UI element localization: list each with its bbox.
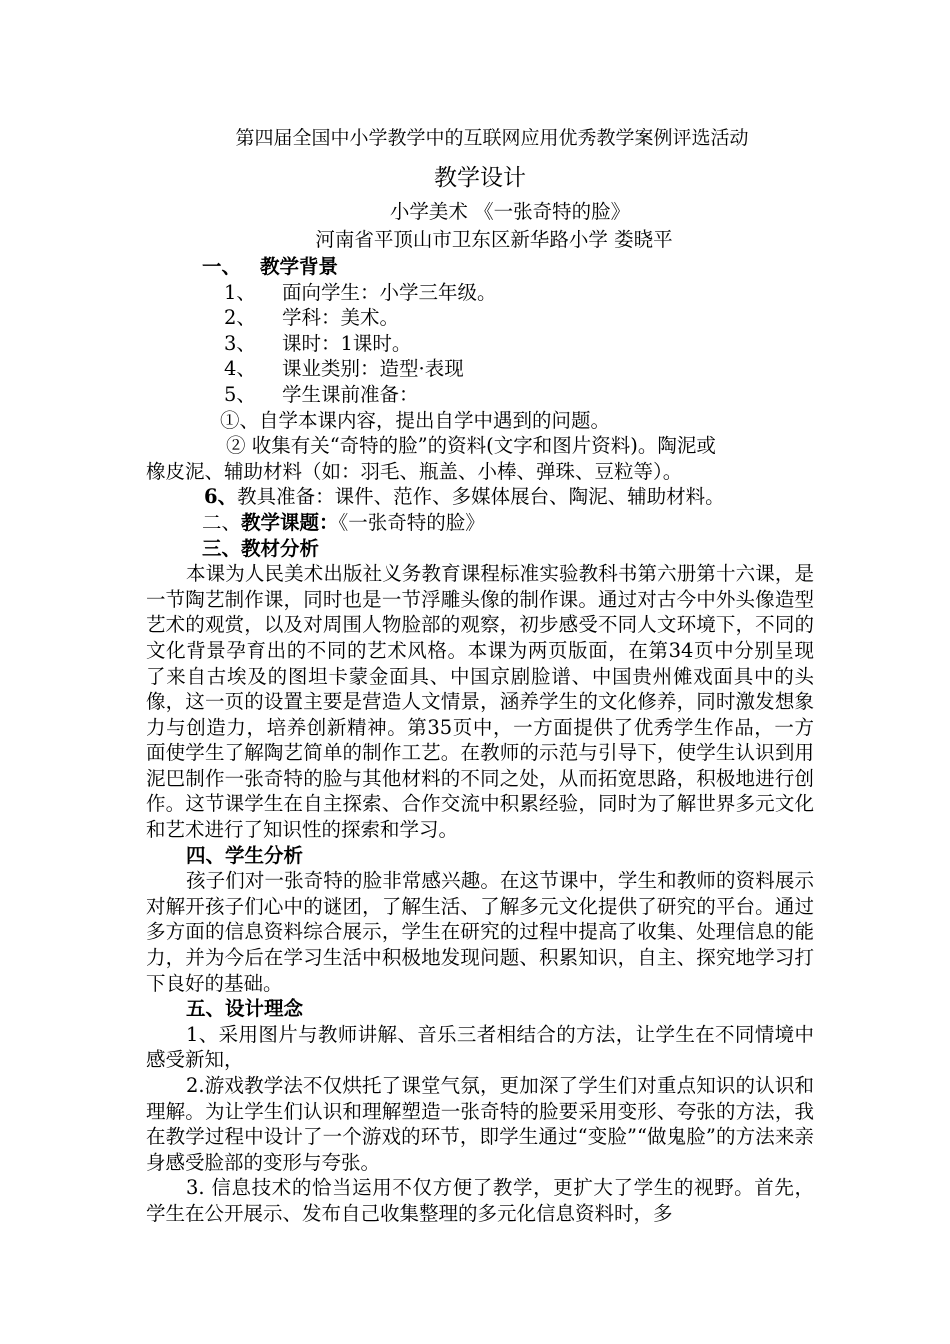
list-item-number: 3、 [224,331,256,355]
list-item-text: 学生课前准备： [282,382,419,406]
event-title: 第四届全国中小学教学中的互联网应用优秀教学案例评选活动 [235,127,749,149]
section-heading-background [146,254,814,280]
document-title: 教学设计 [434,165,526,191]
course-title: 小学美术 《一张奇特的脸》 [389,200,631,223]
prep-item-2-line-2: 橡皮泥、辅助材料（如：羽毛、瓶盖、小棒、弹珠、豆粒等）。 [146,459,683,483]
list-item-number: 1、 [224,280,256,304]
list-item-text: 课时：1课时。 [282,331,412,355]
section-heading-design: 五、设计理念 [186,997,304,1021]
prep-item-1: ①、自学本课内容，提出自学中遇到的问题。 [220,408,611,432]
list-item-number: 6、 [204,485,238,509]
section-title: 教学背景 [260,255,339,278]
list-item-number: 2、 [224,306,256,330]
prep-item-2-line-1: ② 收集有关“奇特的脸”的资料(文字和图片资料)。陶泥或 [226,434,716,458]
section-number: 二、 [202,510,242,534]
section-value: 《一张奇特的脸》 [338,510,485,534]
list-item-text: 学科：美术。 [282,306,400,330]
school-author: 河南省平顶山市卫东区新华路小学 娄晓平 [315,228,673,251]
list-item [146,331,814,357]
list-item-number: 4、 [224,357,256,381]
list-item-text: 面向学生：小学三年级。 [282,280,497,304]
section-heading-students: 四、学生分析 [186,843,304,867]
section-label: 教学课题： [241,510,339,534]
section-number: 一、 [202,255,242,278]
list-item-number: 5、 [224,382,256,406]
list-item [146,280,814,306]
paragraph-material-analysis: 本课为人民美术出版社义务教育课程标准实验教科书第六册第十六课，是一节陶艺制作课，同时也是一节浮雕头像的制作课。通过对古今中外头像造型艺术的观赏，以及对周围人物脸部的观察，初步感受不同人文环境下，不同的文化背景孕育出的不同的艺术风格。本课为两页版面，在第34页中分别呈现了来自古埃及的图坦卡蒙金面具、中国京剧脸谱、中国贵州傩戏面具中的头像，这一页的设置主要是营造人文情景，涵养学生的文化修养，同时激发想象力与创造力，培养创新精神。第35页中，一方面提供了优秀学生作品，一方面使学生了解陶艺简单的制作工艺。在教师的示范与引导下，使学生认识到用泥巴制作一张奇特的脸与其他材料的不同之处，从而拓宽思路，积极地进行创作。这节课学生在自主探索、合作交流中积累经验，同时为了解世界多元文化和艺术进行了知识性的探索和学习。 [146,562,814,842]
section-heading-material: 三、教材分析 [202,536,320,560]
list-item [146,305,814,331]
list-item [146,356,814,382]
paragraph-design-3: 3. 信息技术的恰当运用不仅方便了教学，更扩大了学生的视野。首先，学生在公开展示、发布自己收集整理的多元化信息资料时，多 [146,1176,814,1225]
list-item-6 [146,484,814,510]
document-page [146,118,814,1227]
list-item-text: 教具准备：课件、范作、多媒体展台、陶泥、辅助材料。 [237,485,725,509]
paragraph-student-analysis: 孩子们对一张奇特的脸非常感兴趣。在这节课中，学生和教师的资料展示对解开孩子们心中的谜团，了解生活、了解多元文化提供了研究的平台。通过多方面的信息资料综合展示，学生在研究的过程中提高了收集、处理信息的能力，并为今后在学习生活中积极地发现问题、积累知识，自主、探究地学习打下良好的基础。 [146,869,814,995]
list-item-text: 课业类别：造型·表现 [282,357,464,381]
section-heading-topic [146,510,814,536]
paragraph-design-2: 2.游戏教学法不仅烘托了课堂气氛，更加深了学生们对重点知识的认识和理解。为让学生们认识和理解塑造一张奇特的脸要采用变形、夸张的方法，我在教学过程中设计了一个游戏的环节，即学生通过“变脸”“做鬼脸”的方法来亲身感受脸部的变形与夸张。 [146,1074,814,1174]
list-item [146,382,814,408]
paragraph-design-1: 1、采用图片与教师讲解、音乐三者相结合的方法，让学生在不同情境中感受新知， [146,1022,814,1072]
